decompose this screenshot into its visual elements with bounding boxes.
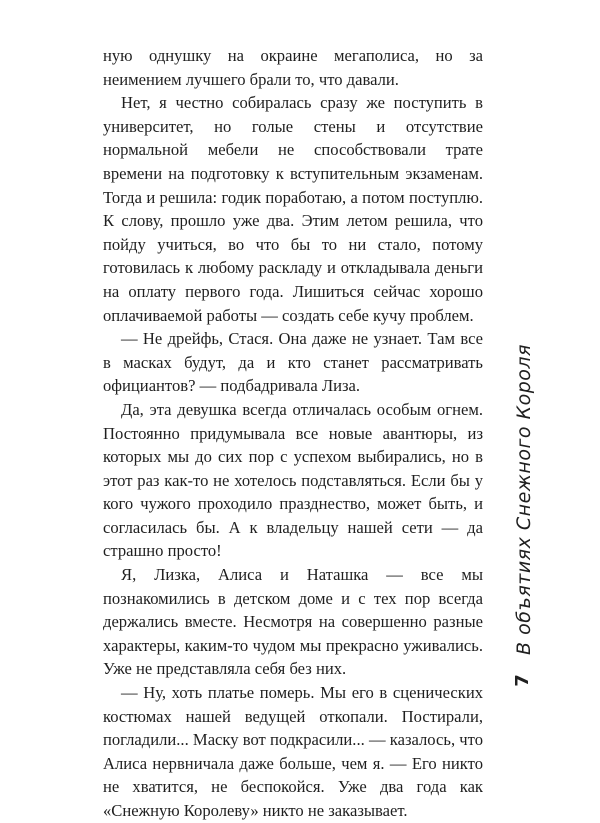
page-margin-strip [503, 344, 543, 705]
paragraph-3: — Не дрейфь, Стася. Она даже не узнает. Там все в масках будут, да и кто станет рассматривать официантов? — подбадривала Лиза. [103, 329, 483, 396]
paragraph-6: — Ну, хоть платье померь. Мы его в сценических костюмах нашей ведущей откопали. Постирали, погладили... Маску вот подкрасили... — казалось, что Алиса нервничала даже больше, чем я. — Его никто не хватится, не беспокойся. Уже два года как «Снежную Королеву» никто не заказывает. [103, 683, 483, 820]
body-text [103, 44, 483, 823]
running-title-text: В объятиях Снежного Короля [513, 344, 535, 655]
paragraph-5: Я, Лизка, Алиса и Наташка — все мы познакомились в детском доме и с тех пор всегда держались вместе. Несмотря на совершенно разные характеры, каким-то чудом мы прекрасно уживались. Уже не представляла себя без них. [103, 565, 483, 679]
page-number: 7 [511, 674, 533, 687]
paragraph-1: ную однушку на окраине мегаполиса, но за неимением лучшего брали то, что давали. [103, 46, 483, 89]
paragraph-4: Да, эта девушка всегда отличалась особым огнем. Постоянно придумывала все новые авантюры, из которых мы до сих пор с успехом выбирались, но в этот раз как-то не хотелось подставляться. Если бы у кого чужого проходило празднество, может быть, и согласилась бы. А к владельцу нашей сети — да страшно просто! [103, 399, 483, 561]
paragraph-2: Нет, я честно собиралась сразу же поступить в университет, но голые стены и отсутствие нормальной мебели не способствовали трате времени на подготовку к вступительным экзаменам. Тогда и решила: годик поработаю, а потом поступлю. К слову, прошло уже два. Этим летом решила, что пойду учиться, во что бы то ни стало, потому готовилась к любому раскладу и откладывала деньги на оплату первого года. Лишиться сейчас хорошо оплачиваемой работы — создать себе кучу проблем. [103, 93, 483, 325]
